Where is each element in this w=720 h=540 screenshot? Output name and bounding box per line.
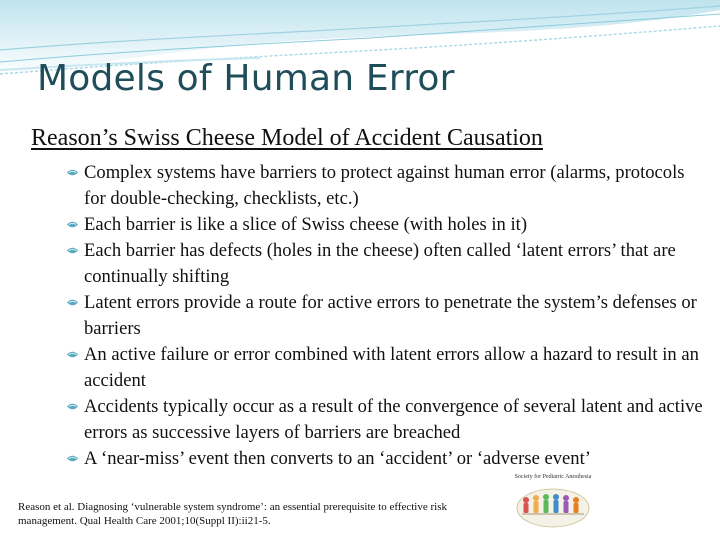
bullet-marker-icon — [66, 401, 79, 412]
citation: Reason et al. Diagnosing ‘vulnerable system syndrome’: an essential prerequisite to effective risk management. Qual Health Care 2001;10(Suppl II):ii21-5. — [18, 501, 447, 527]
bullet-item — [66, 160, 706, 212]
bullet-text: A ‘near-miss’ event then converts to an ‘accident’ or ‘adverse event’ — [84, 448, 591, 469]
bullet-marker-icon — [66, 245, 79, 256]
bullet-text: Accidents typically occur as a result of the convergence of several latent and active errors as successive layers of barriers are breached — [84, 396, 703, 443]
bullet-item — [66, 290, 706, 342]
bullet-marker-icon — [66, 219, 79, 230]
slide-subtitle: Reason’s Swiss Cheese Model of Accident Causation — [31, 125, 543, 151]
bullet-marker-icon — [66, 349, 79, 360]
bullet-item — [66, 446, 706, 472]
bullet-marker-icon — [66, 167, 79, 178]
bullet-item — [66, 212, 706, 238]
bullet-list — [66, 160, 706, 472]
slide-title: Models of Human Error — [37, 58, 455, 99]
svg-text:Society for Pediatric Anesthes: Society for Pediatric Anesthesia — [514, 474, 592, 480]
bullet-item — [66, 394, 706, 446]
bullet-item — [66, 342, 706, 394]
bullet-text: Each barrier has defects (holes in the cheese) often called ‘latent errors’ that are continually shifting — [84, 240, 676, 287]
bullet-text: Latent errors provide a route for active errors to penetrate the system’s defenses or barriers — [84, 292, 697, 339]
bullet-marker-icon — [66, 297, 79, 308]
bullet-text: Complex systems have barriers to protect against human error (alarms, protocols for double-checking, checklists, etc.) — [84, 162, 685, 209]
society-logo-icon — [512, 470, 594, 530]
bullet-text: Each barrier is like a slice of Swiss cheese (with holes in it) — [84, 214, 528, 235]
bullet-marker-icon — [66, 453, 79, 464]
bullet-text: An active failure or error combined with latent errors allow a hazard to result in an accident — [84, 344, 699, 391]
bullet-item — [66, 238, 706, 290]
